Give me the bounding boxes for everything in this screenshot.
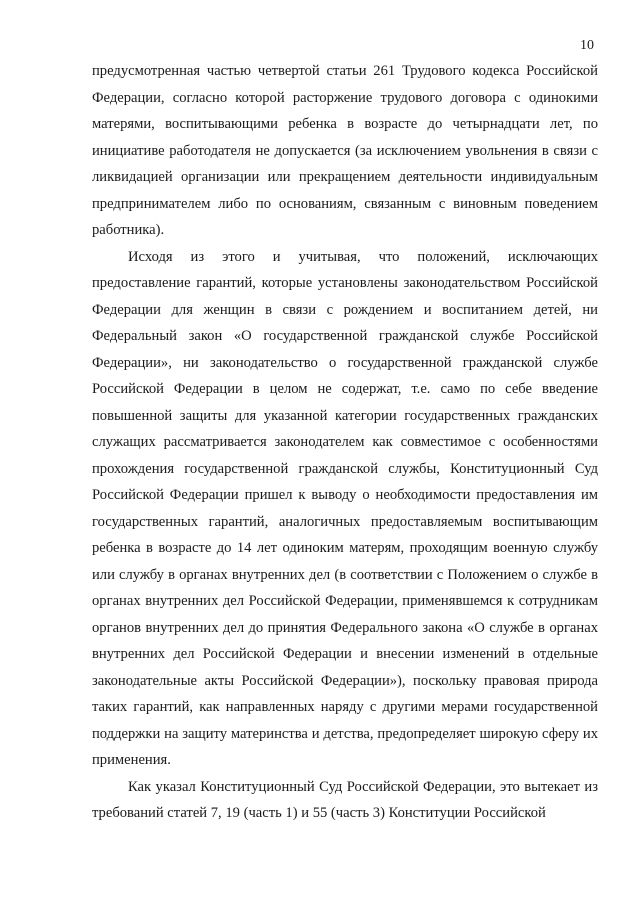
document-body	[92, 58, 598, 827]
paragraph-main: Исходя из этого и учитывая, что положений, исключающих предоставление гарантий, которые установлены законодательством Российской Федерации для женщин в связи с рождением и воспитанием детей, ни Федеральный закон «О государственной гражданской службе Российской Федерации», ни законодательство о государственной гражданской службе Российской Федерации в целом не содержат, т.е. само по себе введение повышенной защиты для указанной категории государственных гражданских служащих рассматривается законодателем как совместимое с особенностями прохождения государственной гражданской службы, Конституционный Суд Российской Федерации пришел к выводу о необходимости предоставления им государственных гарантий, аналогичных предоставляемым воспитывающим ребенка в возрасте до 14 лет одиноким матерям, проходящим военную службу или службу в органах внутренних дел (в соответствии с Положением о службе в органах внутренних дел Российской Федерации, применявшемся к сотрудникам органов внутренних дел до принятия Федерального закона «О службе в органах внутренних дел Российской Федерации и внесении изменений в отдельные законодательные акты Российской Федерации»), поскольку правовая природа таких гарантий, как направленных наряду с другими мерами государственной поддержки на защиту материнства и детства, предопределяет широкую сферу их применения.	[92, 248, 598, 768]
paragraph-continuation: предусмотренная частью четвертой статьи 261 Трудового кодекса Российской Федерации, согласно которой расторжение трудового договора с одинокими матерями, воспитывающими ребенка в возрасте до четырнадцати лет, по инициативе работодателя не допускается (за исключением увольнения в связи с ликвидацией организации или прекращением деятельности индивидуальным предпринимателем либо по основаниям, связанным с виновным поведением работника).	[92, 63, 598, 238]
page-number: 10	[580, 38, 594, 53]
paragraph-final: Как указал Конституционный Суд Российской Федерации, это вытекает из требований статей 7, 19 (часть 1) и 55 (часть 3) Конституции Российской	[92, 778, 598, 821]
